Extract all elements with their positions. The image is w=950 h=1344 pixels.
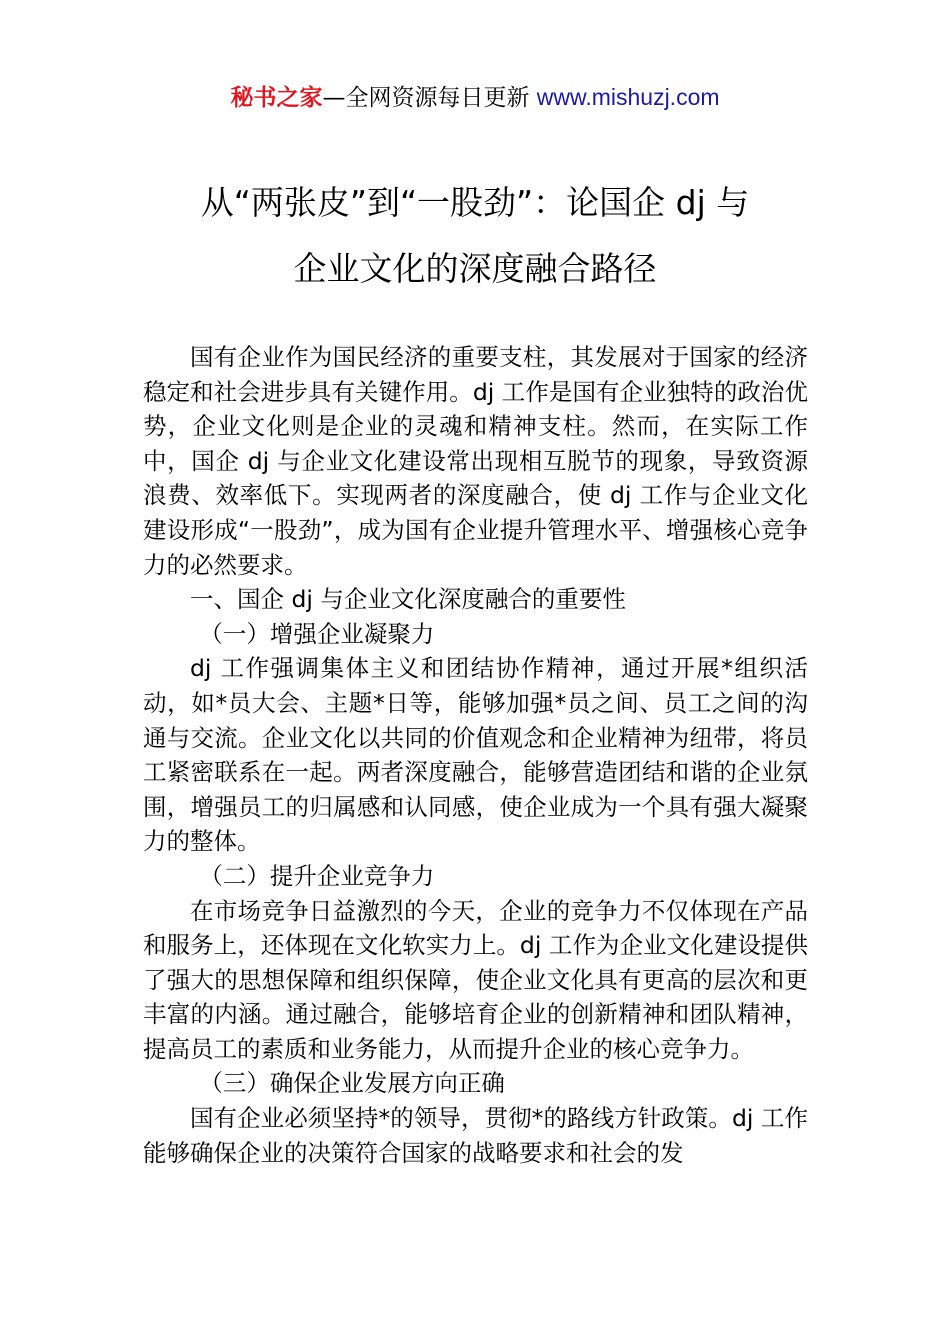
paragraph-cohesion: dj 工作强调集体主义和团结协作精神，通过开展*组织活动，如*员大会、主题*日等，能够加强*员之间、员工之间的沟通与交流。企业文化以共同的价值观念和企业精神为纽带，将员工紧密联系在一起。两者深度融合，能够营造团结和谐的企业氛围，增强员工的归属感和认同感，使企业成为一个具有强大凝聚力的整体。	[143, 654, 808, 856]
site-header	[0, 82, 950, 113]
site-url-link[interactable]: www.mishuzj.com	[536, 84, 720, 110]
title-line-2: 企业文化的深度融合路径	[293, 249, 657, 288]
paragraph-competitiveness: 在市场竞争日益激烈的今天，企业的竞争力不仅体现在产品和服务上，还体现在文化软实力上。dj 工作为企业文化建设提供了强大的思想保障和组织保障，使企业文化具有更高的层次和更丰富的内涵。通过融合，能够培育企业的创新精神和团队精神，提高员工的素质和业务能力，从而提升企业的核心竞争力。	[143, 896, 808, 1063]
subsection-heading-1: （一）增强企业凝聚力	[199, 619, 435, 648]
document-title	[0, 170, 950, 302]
brand-name: 秘书之家	[230, 85, 323, 111]
subsection-heading-2: （二）提升企业竞争力	[199, 861, 435, 890]
header-tagline: —全网资源每日更新	[322, 85, 530, 111]
paragraph-direction: 国有企业必须坚持*的领导，贯彻*的路线方针政策。dj 工作能够确保企业的决策符合国家的战略要求和社会的发	[143, 1104, 808, 1167]
subsection-heading-3: （三）确保企业发展方向正确	[199, 1069, 505, 1098]
title-line-1: 从“两张皮”到“一股劲”：论国企 dj 与	[200, 183, 750, 222]
section-heading-1: 一、国企 dj 与企业文化深度融合的重要性	[190, 585, 626, 614]
document-body	[143, 340, 808, 1170]
paragraph-intro: 国有企业作为国民经济的重要支柱，其发展对于国家的经济稳定和社会进步具有关键作用。dj 工作是国有企业独特的政治优势，企业文化则是企业的灵魂和精神支柱。然而，在实际工作中，国企 dj 与企业文化建设常出现相互脱节的现象，导致资源浪费、效率低下。实现两者的深度融合，使 dj 工作与企业文化建设形成“一股劲”，成为国有企业提升管理水平、增强核心竞争力的必然要求。	[143, 343, 808, 579]
